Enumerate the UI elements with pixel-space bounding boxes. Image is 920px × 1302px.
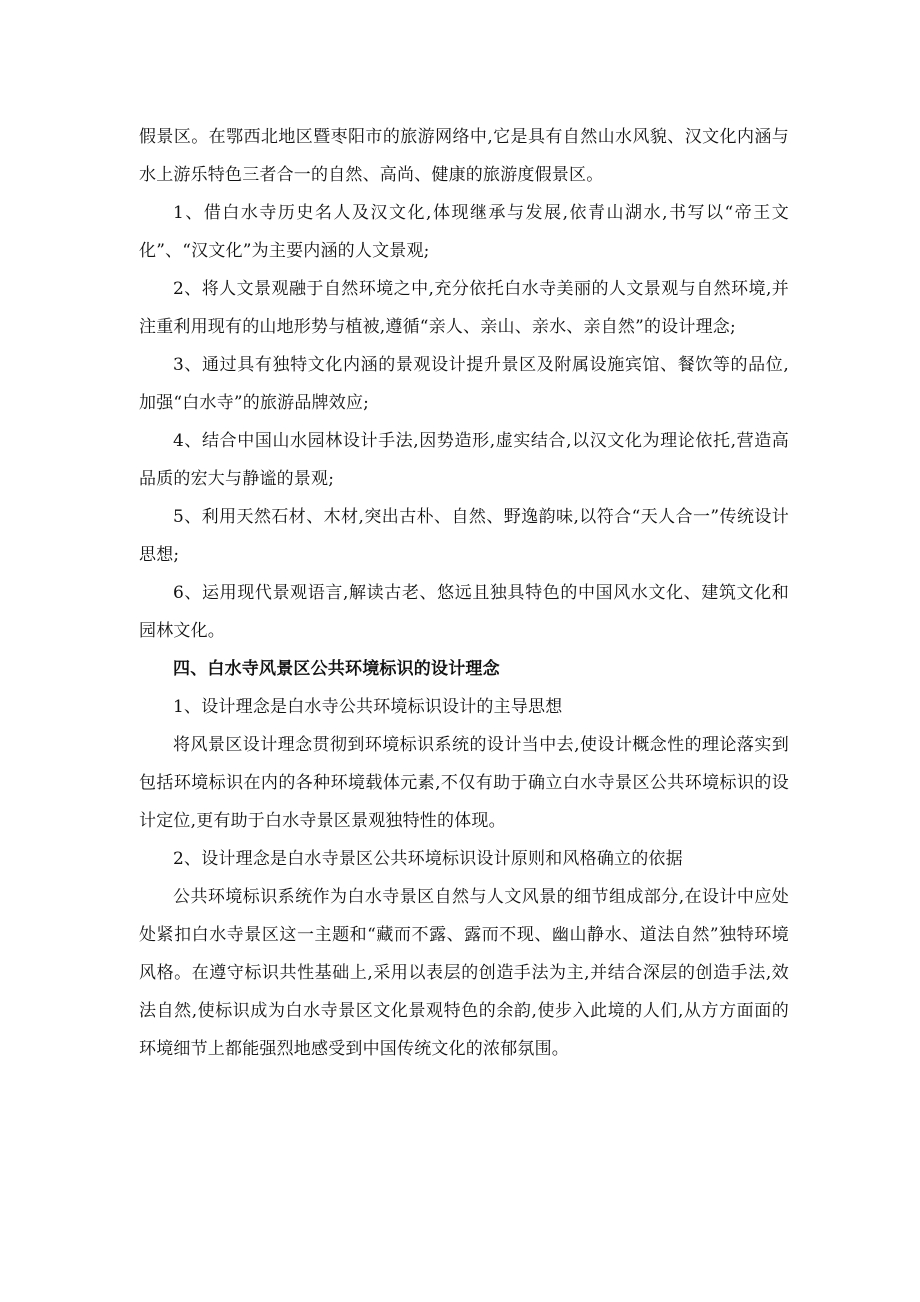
list-item-6: 6、运用现代景观语言,解读古老、悠远且独具特色的中国风水文化、建筑文化和园林文化。 — [139, 583, 789, 641]
list-item-5: 5、利用天然石材、木材,突出古朴、自然、野逸韵味,以符合“天人合一”传统设计思想; — [139, 507, 789, 565]
list-item-3: 3、通过具有独特文化内涵的景观设计提升景区及附属设施宾馆、餐饮等的品位,加强“白水寺”的旅游品牌效应; — [139, 355, 789, 413]
list-item-1: 1、借白水寺历史名人及汉文化,体现继承与发展,依青山湖水,书写以“帝王文化”、“汉文化”为主要内涵的人文景观; — [139, 203, 789, 261]
paragraph-body-1: 将风景区设计理念贯彻到环境标识系统的设计当中去,使设计概念性的理论落实到包括环境标识在内的各种环境载体元素,不仅有助于确立白水寺景区公共环境标识的设计定位,更有助于白水寺景区景观独特性的体现。 — [139, 735, 789, 831]
subheading-2: 2、设计理念是白水寺景区公共环境标识设计原则和风格确立的依据 — [173, 849, 683, 869]
document-body — [139, 118, 789, 1068]
paragraph-body-2: 公共环境标识系统作为白水寺景区自然与人文风景的细节组成部分,在设计中应处处紧扣白水寺景区这一主题和“藏而不露、露而不现、幽山静水、道法自然”独特环境风格。在遵守标识共性基础上,采用以表层的创造手法为主,并结合深层的创造手法,效法自然,使标识成为白水寺景区文化景观特色的余韵,使步入此境的人们,从方方面面的环境细节上都能强烈地感受到中国传统文化的浓郁氛围。 — [139, 887, 789, 1059]
section-heading: 四、白水寺风景区公共环境标识的设计理念 — [173, 659, 500, 679]
paragraph-intro: 假景区。在鄂西北地区暨枣阳市的旅游网络中,它是具有自然山水风貌、汉文化内涵与水上游乐特色三者合一的自然、高尚、健康的旅游度假景区。 — [139, 127, 789, 185]
list-item-2: 2、将人文景观融于自然环境之中,充分依托白水寺美丽的人文景观与自然环境,并注重利用现有的山地形势与植被,遵循“亲人、亲山、亲水、亲自然”的设计理念; — [139, 279, 789, 337]
subheading-1: 1、设计理念是白水寺公共环境标识设计的主导思想 — [173, 697, 563, 717]
list-item-4: 4、结合中国山水园林设计手法,因势造形,虚实结合,以汉文化为理论依托,营造高品质的宏大与静谧的景观; — [139, 431, 789, 489]
